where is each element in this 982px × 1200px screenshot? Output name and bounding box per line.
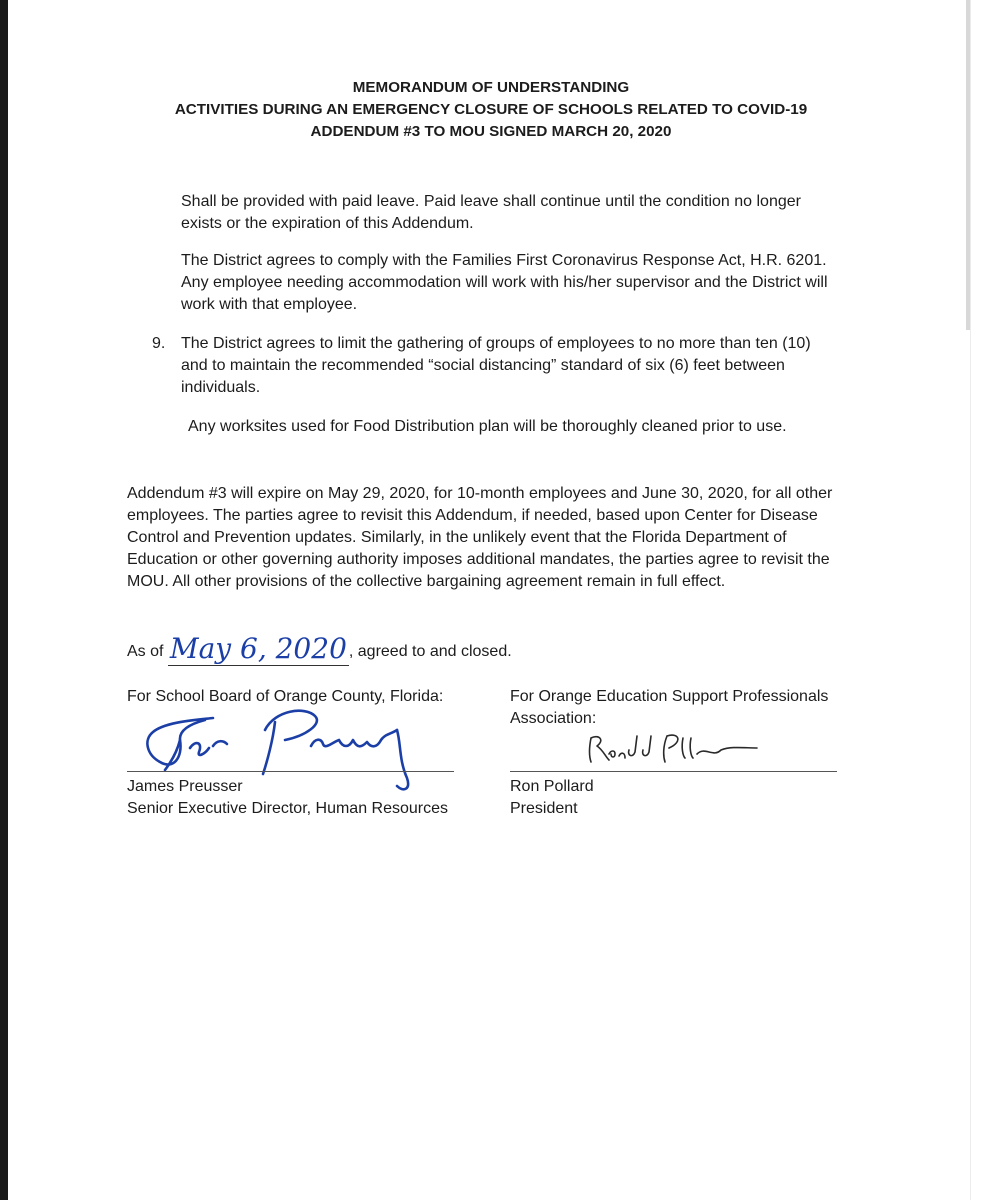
signer-title-right: President	[510, 800, 578, 817]
document-header	[0, 77, 982, 143]
agreement-prefix: As of	[127, 643, 164, 660]
item-number: 9.	[152, 335, 166, 352]
party-label-left: For School Board of Orange County, Florida:	[127, 688, 444, 705]
header-addendum: ADDENDUM #3 TO MOU SIGNED MARCH 20, 2020	[310, 123, 672, 140]
paragraph-worksites: Any worksites used for Food Distribution plan will be thoroughly cleaned prior to use.	[188, 418, 787, 435]
party-label-right: For Orange Education Support Professionals Association:	[510, 688, 829, 727]
page-edge	[970, 0, 971, 1200]
paragraph-expiration: Addendum #3 will expire on May 29, 2020, for 10-month employees and June 30, 2020, for all other employees. The parties agree to revisit this Addendum, if needed, based upon Center for Disease Control and Prevention updates. Similarly, in the unlikely event that the Florida Department of Education or other governing authority imposes additional mandates, the parties agree to revisit the MOU. All other provisions of the collective bargaining agreement remain in full effect.	[127, 485, 833, 590]
paragraph-paid-leave: Shall be provided with paid leave. Paid leave shall continue until the condition no longer exists or the expiration of this Addendum.	[181, 193, 801, 232]
signature-pollard	[585, 728, 765, 768]
signer-title-left: Senior Executive Director, Human Resources	[127, 800, 449, 817]
signature-line-right	[510, 771, 837, 772]
paragraph-social-distancing: The District agrees to limit the gathering of groups of employees to no more than ten (10) and to maintain the recommended “social distancing” standard of six (6) feet between individuals.	[181, 335, 811, 396]
signer-name-right: Ron Pollard	[510, 778, 594, 795]
paragraph-ffcra: The District agrees to comply with the Families First Coronavirus Response Act, H.R. 6201. Any employee needing accommodation will work with his/her supervisor and the District will work with that employee.	[181, 252, 828, 313]
scan-border	[0, 0, 8, 1200]
agreement-suffix: , agreed to and closed.	[348, 643, 512, 660]
agreement-line	[127, 632, 512, 665]
signer-name-left: James Preusser	[127, 778, 243, 795]
signature-line-left	[127, 771, 454, 772]
header-subtitle: ACTIVITIES DURING AN EMERGENCY CLOSURE OF SCHOOLS RELATED TO COVID-19	[174, 101, 808, 118]
header-title: MEMORANDUM OF UNDERSTANDING	[352, 79, 630, 96]
handwritten-date: May 6, 2020	[169, 632, 347, 665]
